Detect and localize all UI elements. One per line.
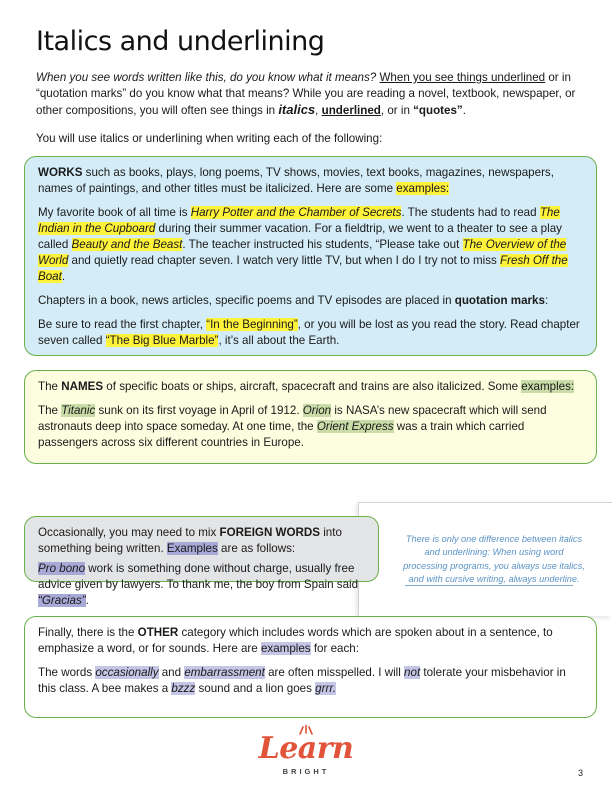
title-beauty-beast: Beauty and the Beast xyxy=(71,238,183,251)
intro-underlined-phrase: When you see things underlined xyxy=(379,71,546,84)
word-occasionally: occasionally xyxy=(95,666,159,679)
foreign-gracias: “Gracias” xyxy=(38,594,86,607)
works-quotation-rule xyxy=(38,293,584,309)
foreign-lead: FOREIGN WORDS xyxy=(219,526,320,539)
intro-lead-in: You will use italics or underlining when writing each of the following: xyxy=(36,132,383,145)
intro-quotes-word: “quotes” xyxy=(413,104,463,117)
intro-underlined-word: underlined xyxy=(321,104,381,117)
name-titanic: Titanic xyxy=(61,404,96,417)
works-rule-text: such as books, plays, long poems, TV shows, movies, text books, magazines, newspapers, names of paintings, and other titles must be italicized. Here are some xyxy=(38,166,554,195)
page-number: 3 xyxy=(578,768,584,778)
names-text-b: of specific boats or ships, aircraft, spacecraft and trains are also italicized. Some xyxy=(103,380,522,393)
other-lead: OTHER xyxy=(137,626,179,639)
word-not: not xyxy=(404,666,421,679)
intro-paragraph xyxy=(36,70,581,119)
foreign-rule xyxy=(38,525,366,557)
names-ex-c: is NASA’s new spacecraft which will send astronauts deep into space someday. At one time, the xyxy=(38,404,547,433)
names-rule xyxy=(38,379,584,395)
works-text-f: . xyxy=(61,270,66,283)
names-examples-label: examples: xyxy=(521,380,575,393)
intro-italic-question: When you see words written like this, do you know what it means? xyxy=(36,71,377,84)
intro-italics-word: italics xyxy=(278,102,316,117)
tip-note-text: There is only one difference between italics and underlining: When using word processing programs, you always use italics, and with cursive writing, always underline. xyxy=(403,534,585,585)
tip-note-rule xyxy=(405,585,573,586)
quote-text-c: , it’s all about the Earth. xyxy=(218,334,340,347)
name-orion: Orion xyxy=(302,404,332,417)
works-quote-text: Chapters in a book, news articles, specific poems and TV episodes are placed in xyxy=(38,294,455,307)
works-examples-label: examples: xyxy=(396,182,450,195)
other-ex-c: are often misspelled. I will xyxy=(264,666,405,679)
names-ex-d: was a train which carried passengers across six different countries in Europe. xyxy=(38,420,525,449)
name-orient-express: Orient Express xyxy=(316,420,394,433)
intro-comma: , xyxy=(315,104,322,117)
sound-grrr: grrr. xyxy=(315,682,336,695)
title-overview-world: The Overview of the World xyxy=(38,238,567,267)
quote-text-b: , or you will be lost as you read the story. Read chapter seven called xyxy=(38,318,580,347)
works-quotation-examples xyxy=(38,317,584,349)
intro-or-in: , or in xyxy=(380,104,414,117)
names-lead: NAMES xyxy=(61,380,104,393)
names-box xyxy=(24,370,597,464)
names-ex-a: The xyxy=(38,404,62,417)
works-quote-end: : xyxy=(544,294,549,307)
foreign-text-b: into something being written. xyxy=(38,526,342,555)
quote-text-a: Be sure to read the first chapter, xyxy=(38,318,207,331)
foreign-pro-bono: Pro bono xyxy=(38,562,86,575)
works-text-c: during their summer vacation. For a fieldtrip, we went to a theater to see a play called xyxy=(38,222,562,251)
title-fresh-off-boat: Fresh Off the Boat xyxy=(38,254,568,283)
works-text-d: . The teacher instructed his students, “Please take out xyxy=(182,238,463,251)
works-text-a: My favorite book of all time is xyxy=(38,206,191,219)
foreign-ex-a: work is something done without charge, usually free advice given by lawyers. To thank me, the boy from Spain said xyxy=(38,562,359,591)
works-lead: WORKS xyxy=(38,166,83,179)
page-title: Italics and underlining xyxy=(36,26,325,57)
names-ex-b: sunk on its first voyage in April of 1912. xyxy=(95,404,303,417)
foreign-examples-label: Examples xyxy=(166,542,218,555)
other-text-a: Finally, there is the xyxy=(38,626,138,639)
works-rule xyxy=(38,165,584,197)
intro-text: or in “quotation marks” do you know what that means? While you are reading a novel, textbook, newspaper, or other compositions, you will often see things in xyxy=(36,71,576,117)
other-rule xyxy=(38,625,584,657)
names-examples xyxy=(38,403,584,451)
sound-bzzz: bzzz xyxy=(171,682,196,695)
other-examples-label: examples xyxy=(260,642,311,655)
logo-word: Learn xyxy=(258,731,354,766)
logo-subtext: BRIGHT xyxy=(282,767,330,776)
chapter-in-the-beginning: “In the Beginning” xyxy=(206,318,298,331)
title-indian-cupboard: The Indian in the Cupboard xyxy=(38,206,560,235)
tip-note xyxy=(358,502,612,616)
other-text-b: category which includes words which are spoken about in a sentence, to emphasize a word, or for sounds. Here are xyxy=(38,626,553,655)
title-harry-potter: Harry Potter and the Chamber of Secrets xyxy=(190,206,402,219)
foreign-examples xyxy=(38,561,366,609)
other-ex-e: sound and a lion goes xyxy=(195,682,316,695)
foreign-ex-b: . xyxy=(85,594,89,607)
other-text-c: for each: xyxy=(310,642,359,655)
foreign-text-c: are as follows: xyxy=(217,542,296,555)
works-text-e: and quietly read chapter seven. I watch very little TV, but when I do I try not to miss xyxy=(68,254,501,267)
names-text-a: The xyxy=(38,380,62,393)
other-examples xyxy=(38,665,584,697)
chapter-big-blue-marble: “The Big Blue Marble” xyxy=(105,334,219,347)
foreign-words-box xyxy=(24,516,379,607)
word-embarrassment: embarrassment xyxy=(184,666,265,679)
foreign-text-a: Occasionally, you may need to mix xyxy=(38,526,220,539)
other-box xyxy=(24,616,597,718)
works-examples xyxy=(38,205,584,285)
works-text-b: . The students had to read xyxy=(401,206,540,219)
other-ex-b: and xyxy=(158,666,185,679)
learn-bright-logo xyxy=(250,725,362,785)
other-ex-a: The words xyxy=(38,666,96,679)
works-box xyxy=(24,156,597,356)
quotation-marks-bold: quotation marks xyxy=(454,294,545,307)
other-ex-d: tolerate your misbehavior in this class. A bee makes a xyxy=(38,666,566,695)
intro-end: . xyxy=(462,104,466,117)
